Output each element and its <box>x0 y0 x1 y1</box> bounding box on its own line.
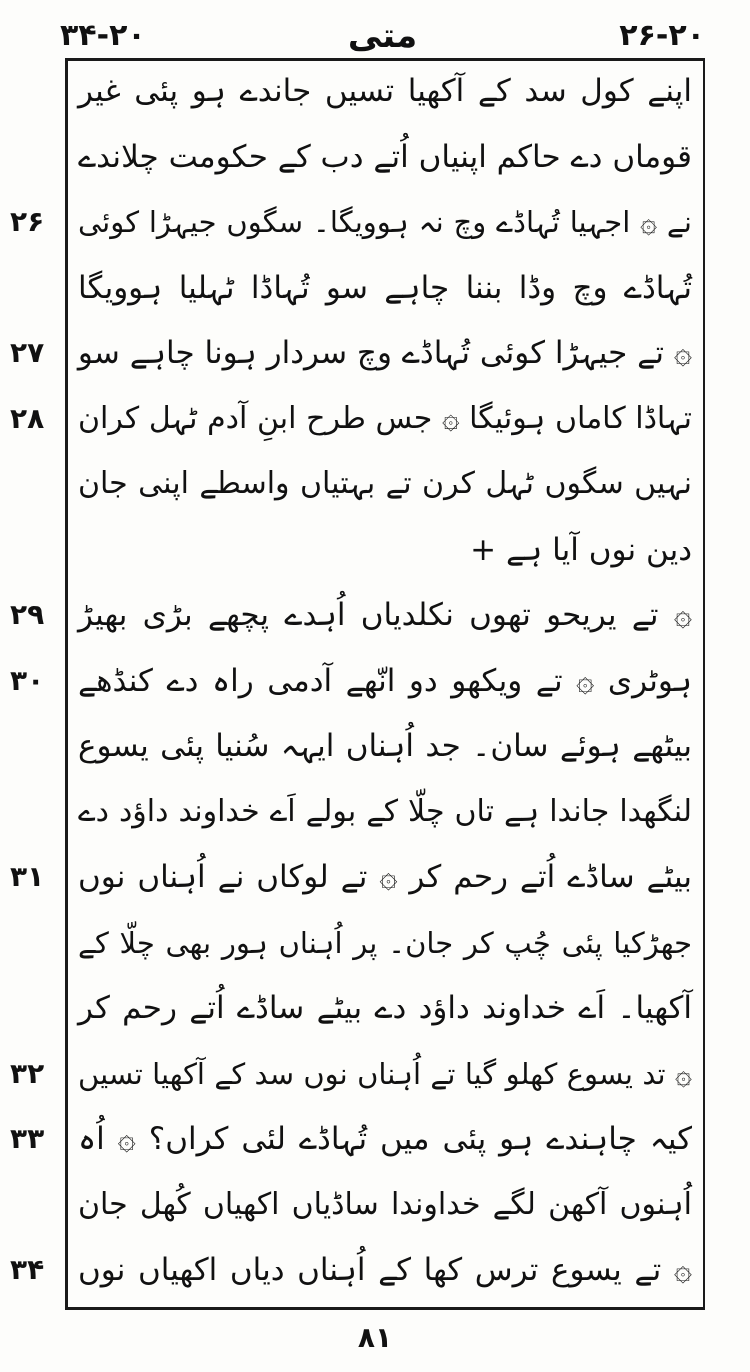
verse-number: ۳۱ <box>10 860 45 893</box>
text-line: ۞ تے یریحو تھوں نکلدیاں اُہدے پچھے بڑی بھیڑ <box>78 597 692 633</box>
verse-number: ۳۲ <box>10 1056 45 1090</box>
text-line: آکھیا۔ اَے خداوند داؤد دے بیٹے ساڈے اُتے رحم کر <box>78 990 692 1026</box>
header-verse-range-left: ۳۴-۲۰ <box>60 18 146 53</box>
text-line: ۞ تد یسوع کھلو گیا تے اُہناں نوں سد کے آکھیا تسیں <box>78 1056 692 1091</box>
text-body <box>70 58 700 1310</box>
header-verse-range-right: ۲۶-۲۰ <box>619 18 705 53</box>
verse-number: ۲۹ <box>10 598 45 631</box>
text-line: نہیں سگوں ٹہل کرن تے بہتیاں واسطے اپنی جان <box>78 466 692 501</box>
text-line: دین نوں آیا ہے + <box>470 531 692 568</box>
verse-number: ۲۶ <box>10 205 45 238</box>
header-book-title: متی <box>347 16 418 56</box>
verse-number: ۳۰ <box>10 663 45 697</box>
text-line: ہوٹری ۞ تے ویکھو دو انّھے آدمی راہ دے کنڈھے <box>78 662 692 699</box>
text-line: اپنے کول سد کے آکھیا تسیں جاندے ہو پئی غیر <box>78 73 692 109</box>
verse-number: ۲۸ <box>10 401 45 435</box>
verse-number: ۲۷ <box>10 336 45 369</box>
verse-number: ۳۴ <box>10 1253 45 1286</box>
page-number: ۸۱ <box>357 1321 393 1354</box>
text-line: تُہاڈے وچ وڈا بننا چاہے سو تُہاڈا ٹہلیا ہوویگا <box>78 269 692 306</box>
text-line: نے ۞ اجہیا تُہاڈے وچ نہ ہوویگا۔ سگوں جیہڑا کوئی <box>78 205 692 239</box>
text-line: ۞ تے یسوع ترس کھا کے اُہناں دیاں اکھیاں نوں <box>78 1252 692 1288</box>
text-line: اُہنوں آکھن لگے خداوندا ساڈیاں اکھیاں کُھل جان <box>78 1186 692 1222</box>
text-line: لنگھدا جاندا ہے تاں چلّا کے بولے اَے خداوند داؤد دے <box>78 793 692 829</box>
text-line: بیٹھے ہوئے سان۔ جد اُہناں ایہہ سُنیا پئی یسوع <box>78 728 692 764</box>
text-line: کیہ چاہندے ہو پئی میں تُہاڈے لئی کراں؟ ۞ اُہ <box>78 1121 692 1157</box>
text-line: جھڑکیا پئی چُپ کر جان۔ پر اُہناں ہور بھی چلّا کے <box>78 925 692 960</box>
text-line: بیٹے ساڈے اُتے رحم کر ۞ تے لوکاں نے اُہناں نوں <box>78 859 692 895</box>
verse-number: ۳۳ <box>10 1122 45 1155</box>
page-header <box>60 14 705 58</box>
text-line: قوماں دے حاکم اپنیاں اُتے دب کے حکومت چلاندے <box>78 138 692 175</box>
text-line: ۞ تے جیہڑا کوئی تُہاڈے وچ سردار ہونا چاہے سو <box>77 335 692 371</box>
text-line: تہاڈا کاماں ہوئیگا ۞ جس طرح ابنِ آدم ٹہل کران <box>78 400 692 436</box>
